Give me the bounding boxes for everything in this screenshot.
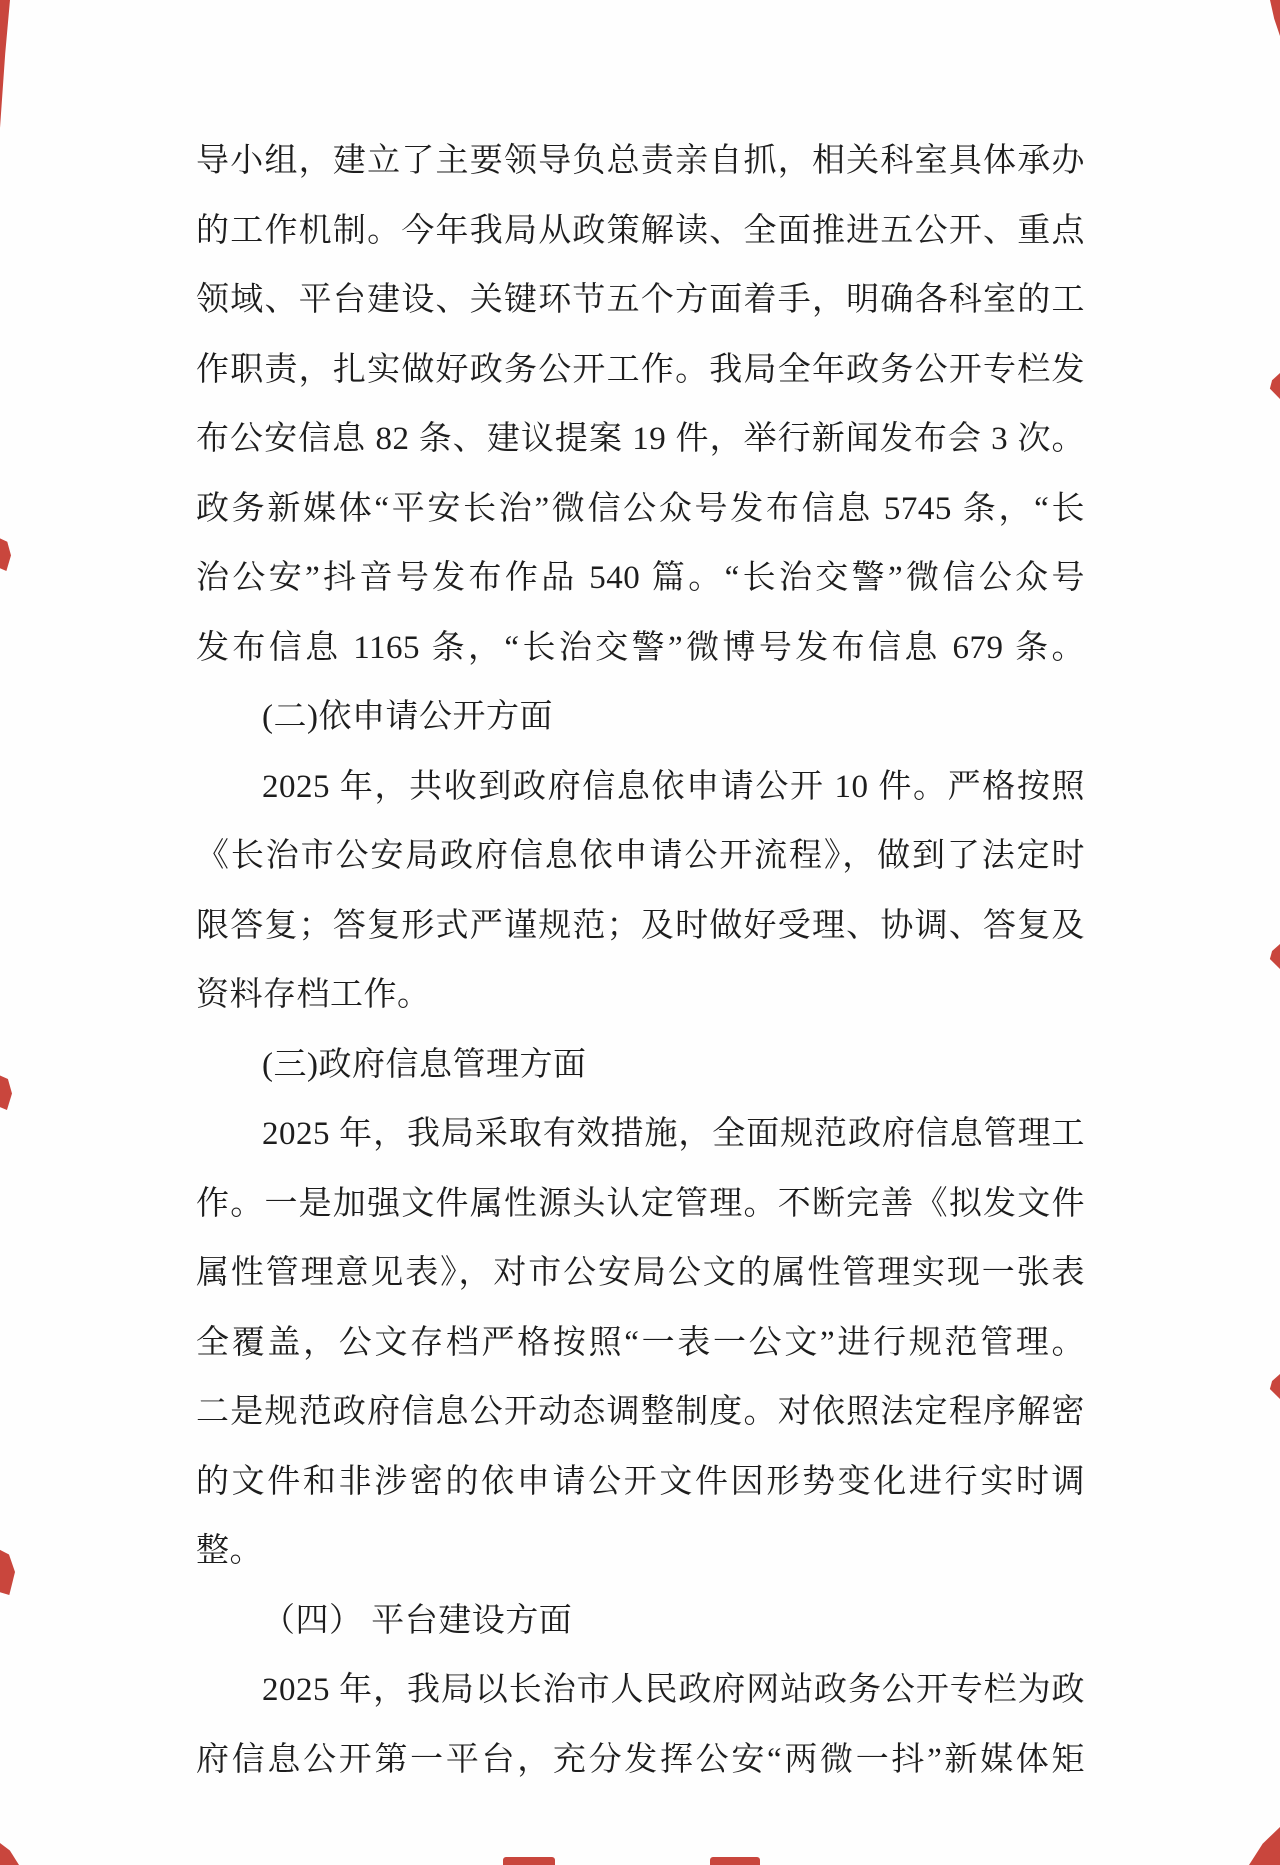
text-line: 导小组，建立了主要领导负总责亲自抓，相关科室具体承办 (196, 143, 1085, 179)
section-heading-2: (二)依申请公开方面 (262, 699, 553, 735)
text-line: 的工作机制。今年我局从政策解读、全面推进五公开、重点 (196, 212, 1085, 249)
document-text-block (196, 127, 1085, 1795)
text-line: 2025 年，我局采取有效措施，全面规范政府信息管理工 (262, 1116, 1085, 1152)
text-line: 属性管理意见表》，对市公安局公文的属性管理实现一张表 (196, 1255, 1085, 1291)
text-line: 《长治市公安局政府信息依申请公开流程》，做到了法定时 (196, 838, 1085, 874)
text-line: 全覆盖，公文存档严格按照“一表一公文”进行规范管理。 (196, 1324, 1085, 1361)
red-edge-mark-bottom-1 (503, 1857, 555, 1865)
text-line: 府信息公开第一平台，充分发挥公安“两微一抖”新媒体矩 (196, 1741, 1085, 1778)
text-line: 作职责，扎实做好政务公开工作。我局全年政务公开专栏发 (196, 351, 1085, 388)
section-heading-4: （四） 平台建设方面 (262, 1602, 573, 1639)
red-edge-mark-left-3 (0, 1549, 15, 1595)
text-line: 的文件和非涉密的依申请公开文件因形势变化进行实时调 (196, 1463, 1085, 1500)
red-edge-mark-right-3 (1269, 1374, 1280, 1399)
text-line: 2025 年，共收到政府信息依申请公开 10 件。严格按照 (262, 768, 1085, 805)
text-line: 二是规范政府信息公开动态调整制度。对依照法定程序解密 (196, 1394, 1085, 1430)
text-line: 发布信息 1165 条，“长治交警”微博号发布信息 679 条。 (196, 629, 1085, 666)
text-line: 治公安”抖音号发布作品 540 篇。“长治交警”微信公众号 (196, 560, 1085, 596)
red-edge-mark-bottom-2 (710, 1857, 760, 1865)
text-line: 布公安信息 82 条、建议提案 19 件，举行新闻发布会 3 次。 (196, 421, 1085, 457)
red-edge-mark-top-right (1270, 0, 1280, 36)
text-line: 政务新媒体“平安长治”微信公众号发布信息 5745 条，“长 (196, 490, 1085, 527)
red-edge-mark-right-1 (1269, 373, 1280, 399)
text-line: 限答复；答复形式严谨规范；及时做好受理、协调、答复及 (196, 907, 1085, 944)
red-edge-mark-top-left (0, 0, 10, 128)
section-heading-3: (三)政府信息管理方面 (262, 1046, 587, 1083)
text-line: 作。一是加强文件属性源头认定管理。不断完善《拟发文件 (196, 1185, 1085, 1222)
text-line: 领域、平台建设、关键环节五个方面着手，明确各科室的工 (196, 282, 1085, 318)
red-edge-mark-bottom-left (0, 1843, 19, 1865)
red-edge-mark-right-2 (1269, 944, 1280, 969)
text-line: 整。 (196, 1533, 263, 1569)
text-line: 2025 年，我局以长治市人民政府网站政务公开专栏为政 (262, 1672, 1085, 1708)
red-edge-mark-left-1 (0, 537, 11, 571)
red-edge-mark-bottom-right (1249, 1827, 1280, 1865)
red-edge-mark-left-2 (0, 1074, 12, 1110)
text-line: 资料存档工作。 (196, 977, 431, 1013)
